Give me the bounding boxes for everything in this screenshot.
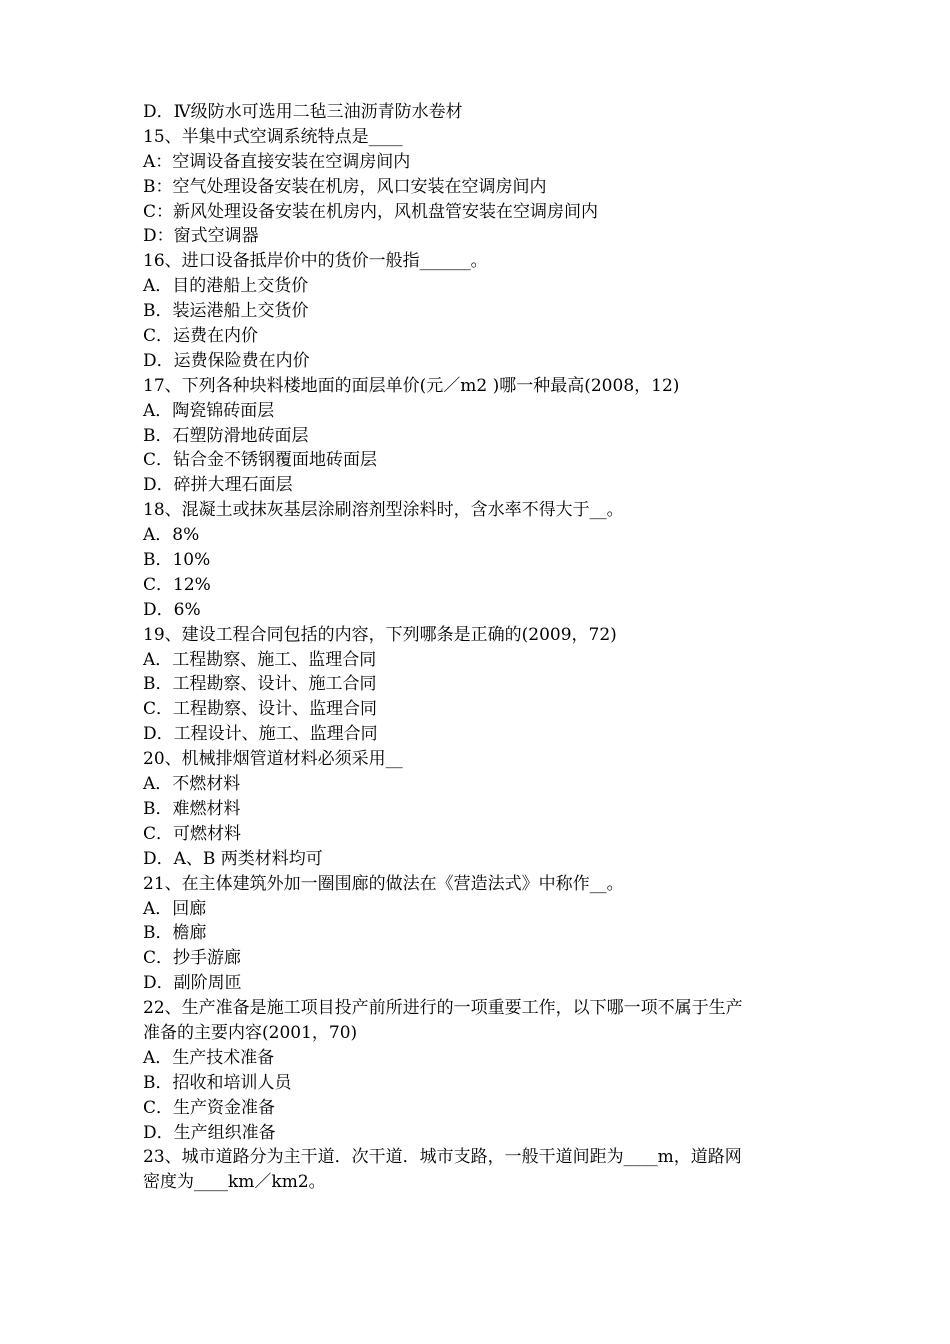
question-line: 22、生产准备是施工项目投产前所进行的一项重要工作，以下哪一项不属于生产 [143, 998, 743, 1019]
option-line: D．工程设计、施工、监理合同 [143, 724, 378, 745]
option-line: A：空调设备直接安装在空调房间内 [143, 151, 411, 172]
question-line: 15、半集中式空调系统特点是____ [143, 126, 403, 147]
option-line: D．Ⅳ级防水可选用二毡三油沥青防水卷材 [143, 102, 463, 122]
question-line-continued: 密度为____km／km2。 [143, 1172, 326, 1193]
question-line: 21、在主体建筑外加一圈围廊的做法在《营造法式》中称作__。 [143, 873, 624, 894]
option-line: D：窗式空调器 [143, 226, 259, 247]
question-line: 20、机械排烟管道材料必须采用__ [143, 749, 403, 770]
option-line: C．钻合金不锈钢覆面地砖面层 [143, 450, 378, 471]
option-line: B．石塑防滑地砖面层 [143, 425, 309, 446]
option-line: A．不燃材料 [143, 774, 241, 795]
option-line: A．回廊 [143, 898, 207, 919]
option-line: A．目的港船上交货价 [143, 276, 309, 297]
option-line: D．6% [143, 599, 201, 620]
option-line: B．檐廊 [143, 923, 207, 944]
option-line: C．运费在内价 [143, 326, 259, 347]
question-line: 19、建设工程合同包括的内容，下列哪条是正确的(2009，72) [143, 624, 617, 645]
option-line: C．生产资金准备 [143, 1097, 276, 1118]
question-line: 17、下列各种块料楼地面的面层单价(元／m2 )哪一种最高(2008，12) [143, 375, 680, 396]
option-line: C．抄手游廊 [143, 948, 242, 969]
option-line: A．工程勘察、施工、监理合同 [143, 649, 377, 670]
option-line: B．装运港船上交货价 [143, 301, 309, 322]
option-line: B．难燃材料 [143, 798, 241, 819]
option-line: D．运费保险费在内价 [143, 350, 310, 371]
option-line: D．A、B 两类材料均可 [143, 848, 323, 869]
option-line: A．8% [143, 525, 200, 546]
document-page [143, 100, 823, 1195]
option-line: A．生产技术准备 [143, 1047, 275, 1068]
option-line: B．10% [143, 550, 211, 571]
option-line: D．副阶周匝 [143, 973, 242, 994]
option-line: B．工程勘察、设计、施工合同 [143, 674, 377, 695]
question-line: 16、进口设备抵岸价中的货价一般指______。 [143, 251, 488, 272]
option-line: D．碎拼大理石面层 [143, 475, 293, 496]
question-line-continued: 准备的主要内容(2001，70) [143, 1022, 358, 1043]
option-line: C：新风处理设备安装在机房内，风机盘管安装在空调房间内 [143, 201, 599, 222]
question-line: 18、混凝土或抹灰基层涂刷溶剂型涂料时，含水率不得大于__。 [143, 500, 624, 521]
option-line: C．工程勘察、设计、监理合同 [143, 699, 378, 720]
option-line: A．陶瓷锦砖面层 [143, 400, 275, 421]
option-line: B．招收和培训人员 [143, 1072, 292, 1093]
option-line: B：空气处理设备安装在机房，风口安装在空调房间内 [143, 176, 547, 197]
question-line: 23、城市道路分为主干道．次干道．城市支路，一般干道间距为____m，道路网 [143, 1147, 742, 1168]
option-line: C．可燃材料 [143, 823, 242, 844]
option-line: D．生产组织准备 [143, 1122, 276, 1143]
option-line: C．12% [143, 574, 211, 595]
